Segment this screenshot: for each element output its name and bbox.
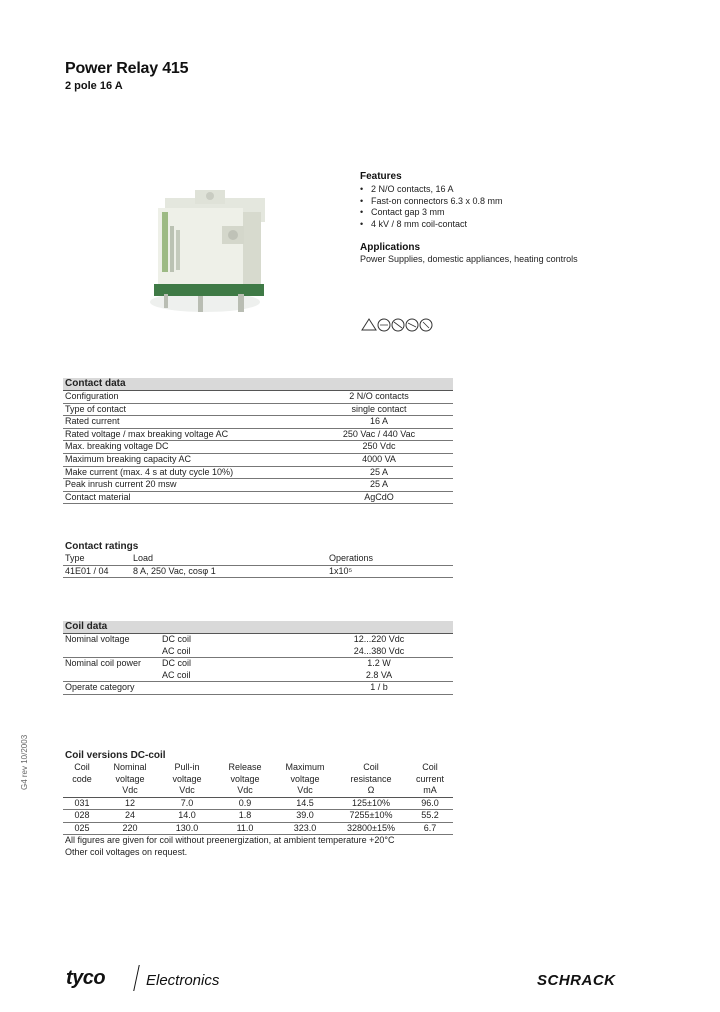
coil-versions-heading: Coil versions DC-coil: [65, 750, 166, 761]
table-cell: 0.9: [238, 797, 252, 808]
column-header-operations: Operations: [329, 553, 374, 563]
relay-photo: [140, 190, 270, 330]
electronics-wordmark: Electronics: [146, 972, 220, 989]
row-label: Rated voltage / max breaking voltage AC: [65, 428, 229, 439]
column-header-type: Type: [65, 553, 85, 563]
table-row: [63, 798, 453, 811]
table-row: [63, 823, 453, 836]
contact-data-heading: Contact data: [63, 378, 453, 391]
contact-ratings-table: [63, 541, 453, 578]
feature-item: • 2 N/O contacts, 16 A: [360, 184, 503, 196]
table-cell: 6.7: [423, 822, 437, 833]
row-sublabel: AC coil: [162, 669, 191, 680]
feature-item: • Contact gap 3 mm: [360, 207, 503, 219]
column-header: mA: [423, 785, 437, 795]
row-value: 2.8 VA: [365, 669, 393, 680]
row-value: 250 Vac / 440 Vac: [342, 428, 416, 439]
table-cell: 7255±10%: [349, 810, 393, 820]
table-row: [63, 658, 453, 670]
table-cell: 323.0: [293, 822, 317, 833]
row-label: Make current (max. 4 s at duty cycle 10%): [65, 466, 234, 477]
table-row: [63, 429, 453, 442]
table-cell: 32800±15%: [347, 822, 395, 833]
column-header: Nominal: [113, 762, 147, 772]
row-label: [63, 670, 162, 682]
row-label: Nominal coil power: [65, 658, 142, 669]
table-cell: 031: [74, 797, 90, 808]
row-value: 24...380 Vdc: [353, 645, 405, 656]
tyco-logo: tyco: [66, 967, 106, 989]
rating-operations: 1x10⁵: [329, 565, 353, 576]
coil-data-heading: Coil data: [63, 621, 453, 634]
table-row: [63, 454, 453, 467]
row-label: Rated current: [65, 416, 120, 427]
column-header: Vdc: [122, 785, 138, 795]
column-header: voltage: [172, 773, 202, 784]
rating-type: 41E01 / 04: [65, 565, 109, 576]
applications-text: Power Supplies, domestic appliances, heating controls: [360, 254, 578, 264]
row-label: Configuration: [65, 391, 119, 401]
table-row: [63, 441, 453, 454]
table-cell: 24: [124, 810, 135, 820]
row-sublabel: AC coil: [162, 645, 191, 656]
feature-item: • 4 kV / 8 mm coil-contact: [360, 219, 503, 231]
column-header: Coil: [363, 762, 379, 772]
column-header: current: [415, 773, 444, 784]
row-sublabel: DC coil: [162, 634, 192, 644]
applications-heading: Applications: [360, 242, 421, 253]
approval-marks-icon: [360, 318, 450, 332]
row-value: 1.2 W: [367, 658, 391, 669]
column-header-load: Load: [133, 553, 154, 563]
row-value: AgCdO: [364, 491, 394, 502]
logo-divider: [133, 965, 140, 991]
table-row: [63, 391, 453, 404]
table-header: [63, 762, 453, 798]
column-header: [63, 785, 101, 797]
contact-data-table: [63, 378, 453, 504]
features-list: [360, 184, 503, 230]
table-cell: 125±10%: [352, 797, 390, 808]
table-cell: 1.8: [238, 810, 252, 820]
table-row: [63, 646, 453, 659]
column-header: Coil: [422, 762, 438, 772]
coil-versions-table: [63, 750, 453, 858]
table-row: [63, 566, 453, 579]
column-header: Vdc: [237, 785, 253, 795]
column-header: Coil: [74, 762, 90, 772]
row-label: Operate category: [65, 682, 135, 693]
document-revision-code: G4 rev 10/2003: [20, 734, 29, 790]
column-header: Ω: [367, 785, 375, 795]
row-value: 16 A: [369, 416, 389, 427]
contact-ratings-heading: Contact ratings: [65, 541, 139, 552]
table-row: [63, 416, 453, 429]
table-cell: 14.5: [296, 797, 314, 808]
table-row: [63, 404, 453, 417]
column-header: voltage: [115, 773, 145, 784]
row-sublabel: [162, 682, 305, 694]
column-header: voltage: [290, 773, 320, 784]
row-value: 12...220 Vdc: [353, 634, 405, 644]
table-cell: 11.0: [236, 822, 254, 833]
row-label: Peak inrush current 20 msw: [65, 479, 177, 490]
footnote: All figures are given for coil without preenergization, at ambient temperature +20°C: [65, 835, 395, 845]
row-sublabel: DC coil: [162, 658, 192, 669]
table-cell: 028: [74, 810, 90, 820]
table-row: [63, 479, 453, 492]
row-value: 25 A: [369, 479, 389, 490]
column-header: Pull-in: [174, 762, 200, 772]
table-cell: 130.0: [175, 822, 199, 833]
row-value: 2 N/O contacts: [349, 391, 409, 401]
row-label: Max. breaking voltage DC: [65, 441, 169, 452]
row-value: 25 A: [369, 466, 389, 477]
rating-load: 8 A, 250 Vac, cosφ 1: [133, 565, 216, 576]
row-value: 250 Vdc: [362, 441, 396, 452]
row-label: [63, 646, 162, 658]
table-cell: 14.0: [178, 810, 196, 820]
page-subtitle: 2 pole 16 A: [65, 80, 123, 92]
table-cell: 96.0: [421, 797, 439, 808]
table-row: [63, 634, 453, 646]
column-header: voltage: [230, 773, 260, 784]
row-label: Contact material: [65, 491, 131, 502]
column-header: Vdc: [179, 785, 195, 795]
table-cell: 025: [74, 822, 90, 833]
row-value: 4000 VA: [362, 453, 396, 464]
column-header: resistance: [350, 773, 392, 784]
schrack-logo: SCHRACK: [537, 972, 616, 989]
footnote: Other coil voltages on request.: [65, 846, 188, 857]
features-heading: Features: [360, 171, 402, 182]
row-value: single contact: [351, 403, 407, 414]
row-label: Nominal voltage: [65, 634, 130, 644]
table-cell: 7.0: [180, 797, 194, 808]
row-label: Maximum breaking capacity AC: [65, 453, 192, 464]
coil-data-table: [63, 621, 453, 695]
table-row: [63, 492, 453, 505]
row-value: 1 / b: [370, 682, 388, 693]
table-cell: 55.2: [421, 810, 439, 820]
table-row: [63, 810, 453, 823]
table-cell: 220: [122, 822, 138, 833]
table-cell: 12: [124, 797, 135, 808]
table-row: [63, 670, 453, 683]
table-row: [63, 682, 453, 695]
column-header: Maximum: [285, 762, 325, 772]
table-header-row: [63, 553, 453, 566]
feature-item: • Fast-on connectors 6.3 x 0.8 mm: [360, 196, 503, 208]
column-header: Vdc: [297, 785, 313, 795]
page-title: Power Relay 415: [65, 60, 189, 77]
column-header: code: [72, 773, 92, 784]
row-label: Type of contact: [65, 403, 127, 414]
table-row: [63, 467, 453, 480]
column-header: Release: [228, 762, 262, 772]
table-cell: 39.0: [296, 810, 314, 820]
